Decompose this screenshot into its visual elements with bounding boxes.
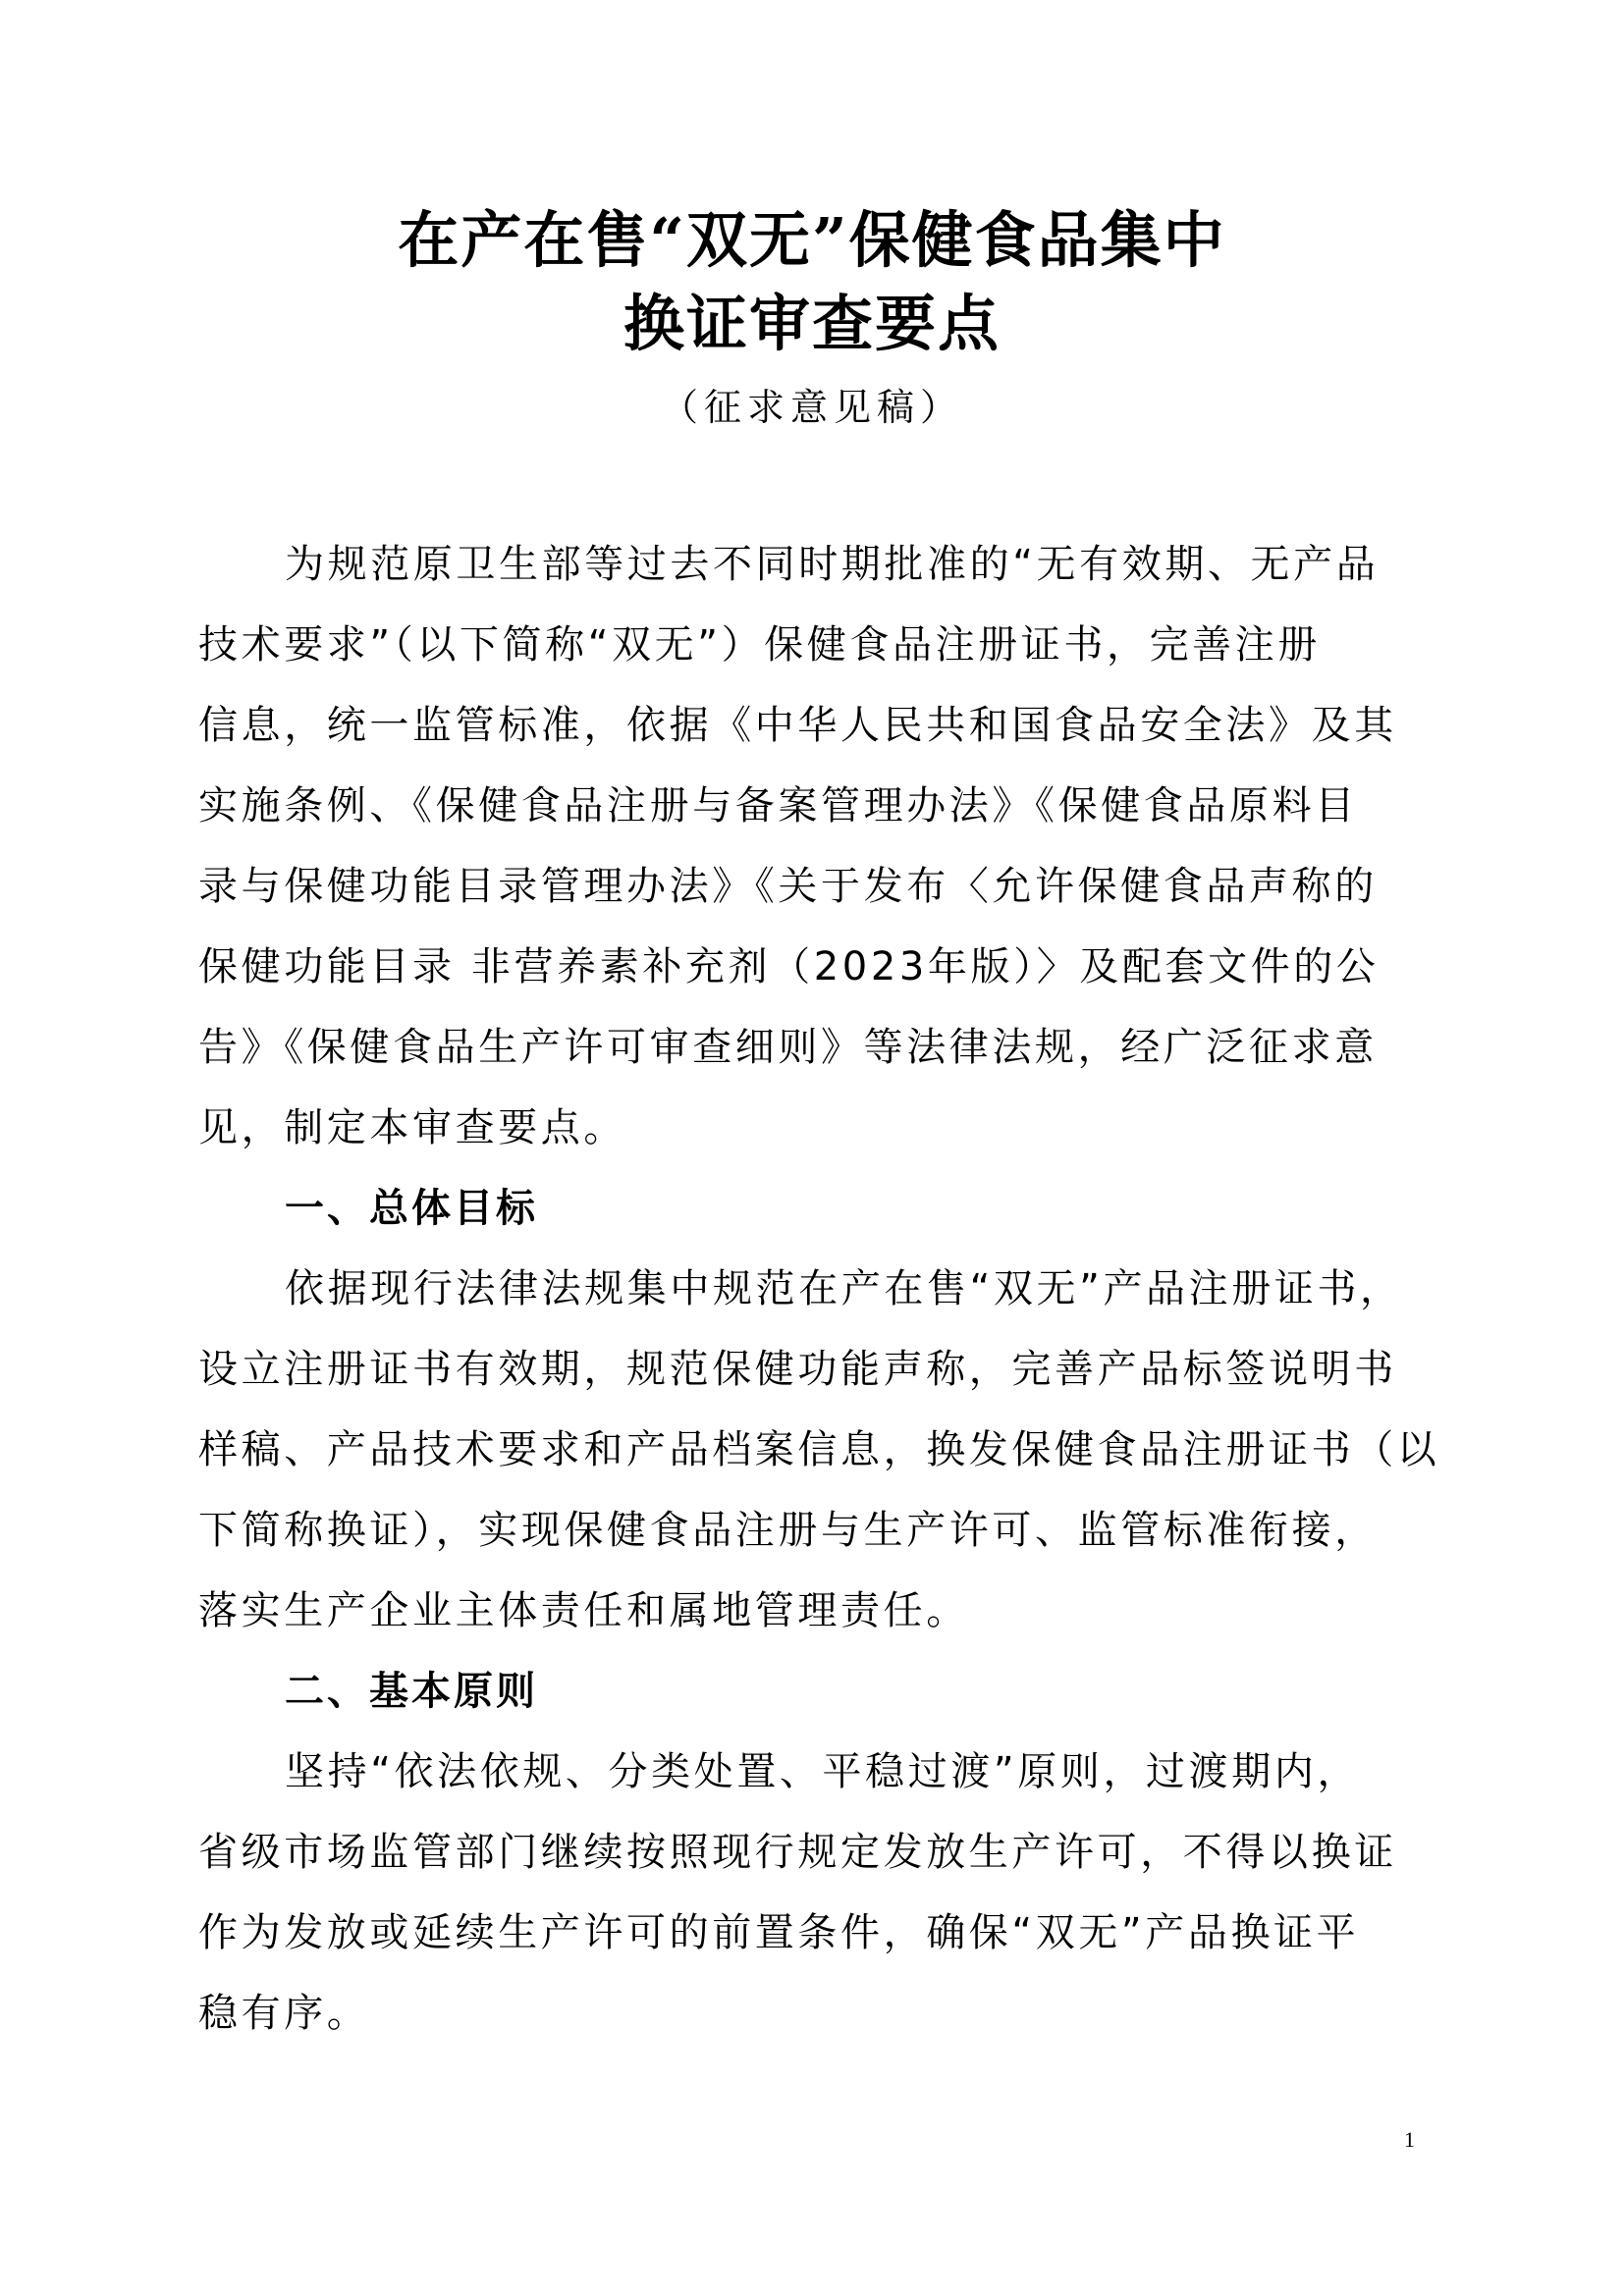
paragraph-line: 录与保健功能目录管理办法》《关于发布〈允许保健食品声称的 <box>198 864 1378 909</box>
paragraph-line: 省级市场监管部门继续按照现行规定发放生产许可，不得以换证 <box>198 1830 1397 1875</box>
paragraph-line: 技术要求”（以下简称“双无”）保健食品注册证书，完善注册 <box>198 622 1321 667</box>
paragraph-line: 实施条例、《保健食品注册与备案管理办法》《保健食品原料目 <box>198 783 1358 828</box>
paragraph-line: 保健功能目录 非营养素补充剂（2023年版）〉及配套文件的公 <box>198 944 1380 989</box>
section-heading-basic-principles: 二、基本原则 <box>285 1669 538 1714</box>
paragraph-line: 下简称换证），实现保健食品注册与生产许可、监管标准衔接， <box>198 1508 1378 1553</box>
paragraph-line: 坚持“依法依规、分类处置、平稳过渡”原则，过渡期内， <box>285 1749 1361 1794</box>
document-title-line-2: 换证审查要点 <box>623 288 1001 359</box>
document-subtitle: （征求意见稿） <box>660 386 963 429</box>
paragraph-line: 设立注册证书有效期，规范保健功能声称，完善产品标签说明书 <box>198 1347 1397 1392</box>
section-heading-overall-goal: 一、总体目标 <box>285 1186 538 1231</box>
paragraph-line: 为规范原卫生部等过去不同时期批准的“无有效期、无产品 <box>285 542 1380 587</box>
page-number: 1 <box>1404 2127 1415 2152</box>
document-title-line-1: 在产在售“双无”保健食品集中 <box>398 204 1226 276</box>
paragraph-line: 信息，统一监管标准，依据《中华人民共和国食品安全法》及其 <box>198 703 1397 748</box>
paragraph-line: 样稿、产品技术要求和产品档案信息，换发保健食品注册证书（以 <box>198 1427 1440 1472</box>
paragraph-line: 告》《保健食品生产许可审查细则》等法律法规，经广泛征求意 <box>198 1025 1378 1070</box>
paragraph-line: 依据现行法律法规集中规范在产在售“双无”产品注册证书， <box>285 1266 1403 1311</box>
paragraph-line: 作为发放或延续生产许可的前置条件，确保“双无”产品换证平 <box>198 1910 1360 1955</box>
paragraph-line: 稳有序。 <box>198 1991 370 2036</box>
paragraph-line: 见，制定本审查要点。 <box>198 1105 626 1150</box>
paragraph-line: 落实生产企业主体责任和属地管理责任。 <box>198 1588 969 1633</box>
